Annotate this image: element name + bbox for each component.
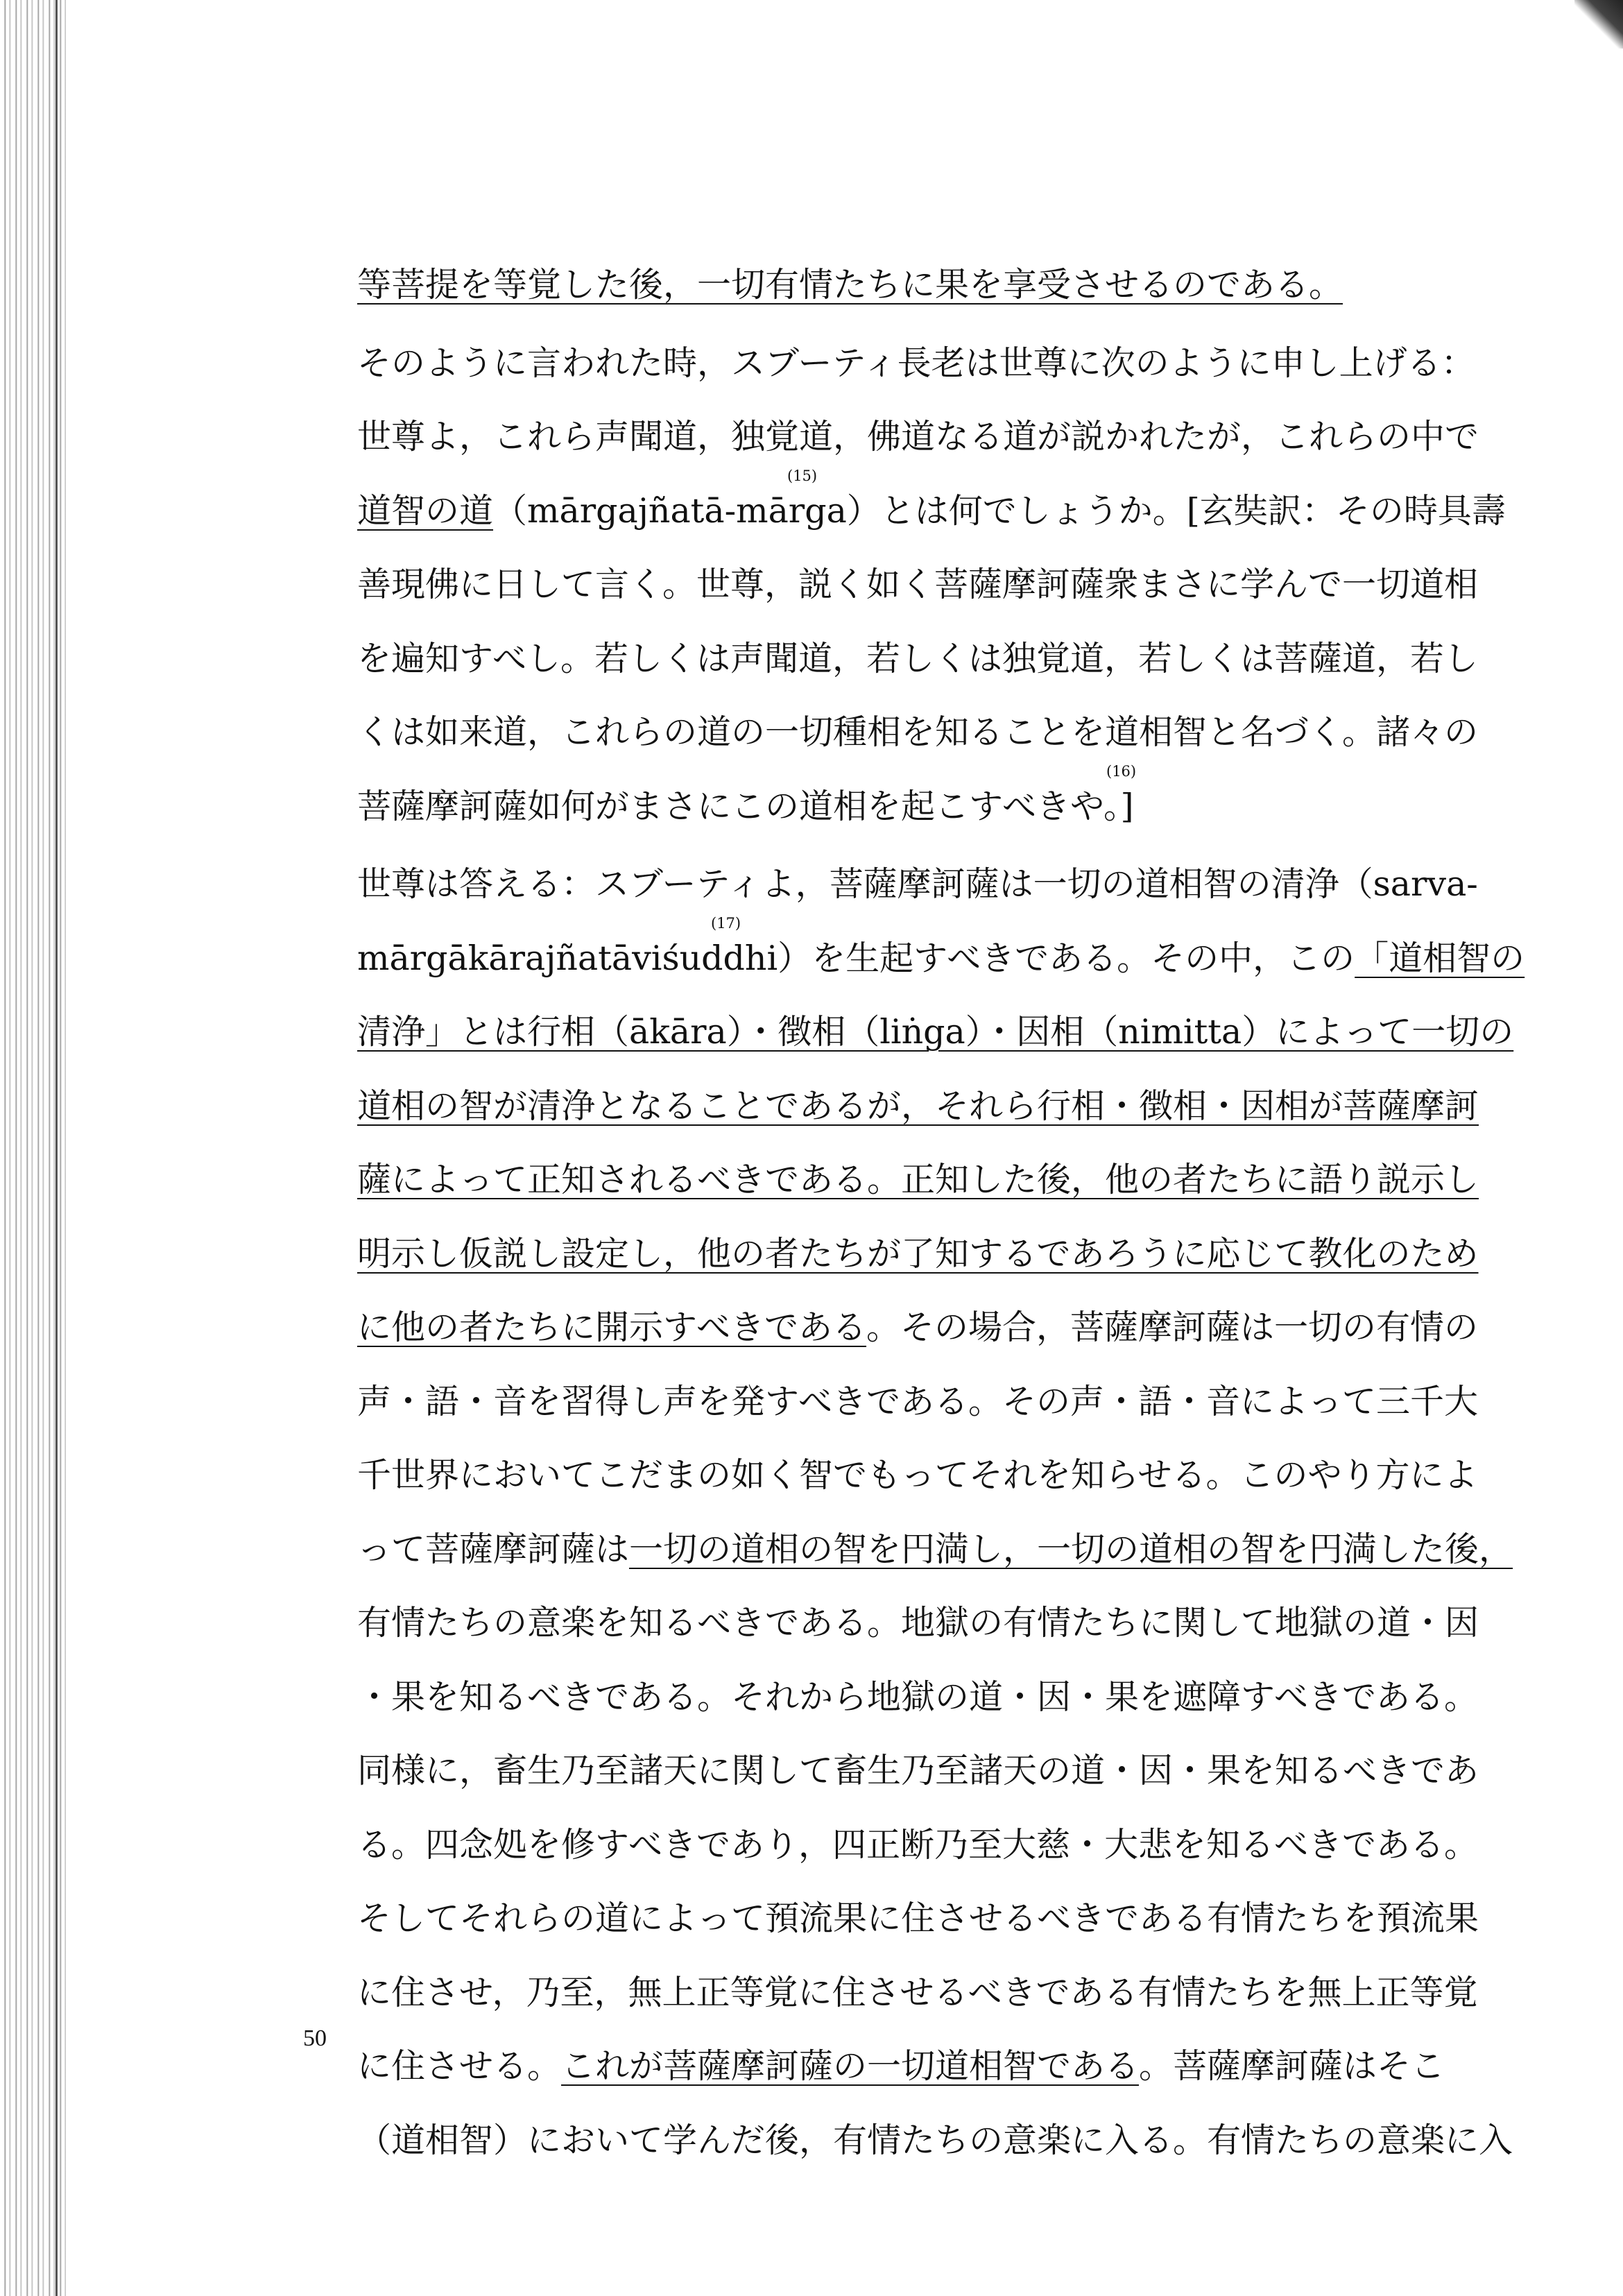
scan-corner-shadow (1574, 0, 1623, 49)
text-line: ・果を知るべきである。それから地獄の道・因・果を遮障すべきである。 (357, 1677, 1479, 1717)
book-binding-edge (0, 0, 66, 2296)
text-line (357, 1070, 1505, 1144)
text-line: 世尊は答える：スブーティよ，菩薩摩訶薩は一切の道相智の清浄（sarva- (357, 864, 1478, 904)
underlined-phrase: 道相の智が清浄となることであるが，それら行相・徴相・因相が菩薩摩訶 (357, 1086, 1479, 1126)
underlined-phrase: 清浄」とは行相（ākāra）・徴相（liṅga）・因相（nimitta）によって一切の (357, 1012, 1514, 1052)
text-line: を遍知すべし。若しくは声聞道，若しくは独覚道，若しくは菩薩道，若し (357, 638, 1479, 678)
underlined-phrase: 等菩提を等覚した後，一切有情たちに果を享受させるのである。 (357, 265, 1343, 305)
text-line: そしてそれらの道によって預流果に住させるべきである有情たちを預流果 (357, 1899, 1479, 1938)
text-line: に住させる。これが菩薩摩訶薩の一切道相智である。菩薩摩訶薩はそこ (357, 2046, 1445, 2086)
text-line: 千世界においてこだまの如く智でもってそれを知らせる。このやり方によ (357, 1455, 1478, 1495)
text-line: に他の者たちに開示すべきである。その場合，菩薩摩訶薩は一切の有情の (357, 1308, 1479, 1347)
footnote-marker: (15) (787, 467, 818, 484)
text-line: mārgākārajñatāviśuddhi）を生起すべきである。その中，この「道相智の (17) (357, 914, 1525, 978)
text-line: 同様に，畜生乃至諸天に関して畜生乃至諸天の道・因・果を知るべきであ (357, 1751, 1479, 1790)
text-line (357, 248, 1505, 323)
text-line: 菩薩摩訶薩如何がまさにこの道相を起こすべきや。] (16) (357, 762, 1137, 826)
text-line: る。四念処を修すべきであり，四正断乃至大慈・大悲を知るべきである。 (357, 1824, 1479, 1865)
text-line: そのように言われた時，スブーティ長老は世尊に次のように申し上げる： (357, 343, 1475, 383)
page-number: 50 (303, 2025, 327, 2051)
text-line: に住させ，乃至，無上正等覚に住させるべきである有情たちを無上正等覚 (357, 1972, 1478, 2012)
footnote-marker: (17) (711, 914, 741, 932)
underlined-phrase: 薩によって正知されるべきである。正知した後，他の者たちに語り説示し (357, 1160, 1479, 1199)
underlined-phrase: 一切の道相の智を円満し，一切の道相の智を円満した後， (629, 1529, 1513, 1569)
text-line: 道智の道（mārgajñatā-mārga）とは何でしょうか。[玄奘訳：その時具壽 (15) (357, 467, 1506, 531)
text-line (357, 995, 1514, 1070)
text-line: って菩薩摩訶薩は一切の道相の智を円満し，一切の道相の智を円満した後， (357, 1529, 1513, 1569)
text-line: 声・語・音を習得し声を発すべきである。その声・語・音によって三千大 (357, 1381, 1479, 1421)
underlined-phrase: 道智の道 (357, 490, 494, 531)
text-line: くは如来道，これらの道の一切種相を知ることを道相智と名づく。諸々の (357, 712, 1479, 752)
footnote-marker: (16) (1106, 762, 1137, 780)
text-line (357, 1217, 1505, 1292)
body-text (357, 248, 1525, 2177)
text-line: 善現佛に日して言く。世尊，説く如く菩薩摩訶薩衆まさに学んで一切道相 (357, 565, 1479, 604)
underlined-phrase: 明示し仮説し設定し，他の者たちが了知するであろうに応じて教化のため (357, 1233, 1479, 1274)
underlined-phrase: に他の者たちに開示すべきである (357, 1308, 867, 1347)
text-line (357, 1143, 1505, 1217)
underlined-phrase: これが菩薩摩訶薩の一切道相智である (561, 2046, 1140, 2086)
text-line: 世尊よ，これら声聞道，独覚道，佛道なる道が説かれたが，これらの中で (357, 417, 1479, 456)
text-line: 有情たちの意楽を知るべきである。地獄の有情たちに関して地獄の道・因 (357, 1603, 1479, 1643)
underlined-phrase: 「道相智の (1355, 938, 1525, 978)
text-line: （道相智）において学んだ後，有情たちの意楽に入る。有情たちの意楽に入 (357, 2120, 1513, 2160)
